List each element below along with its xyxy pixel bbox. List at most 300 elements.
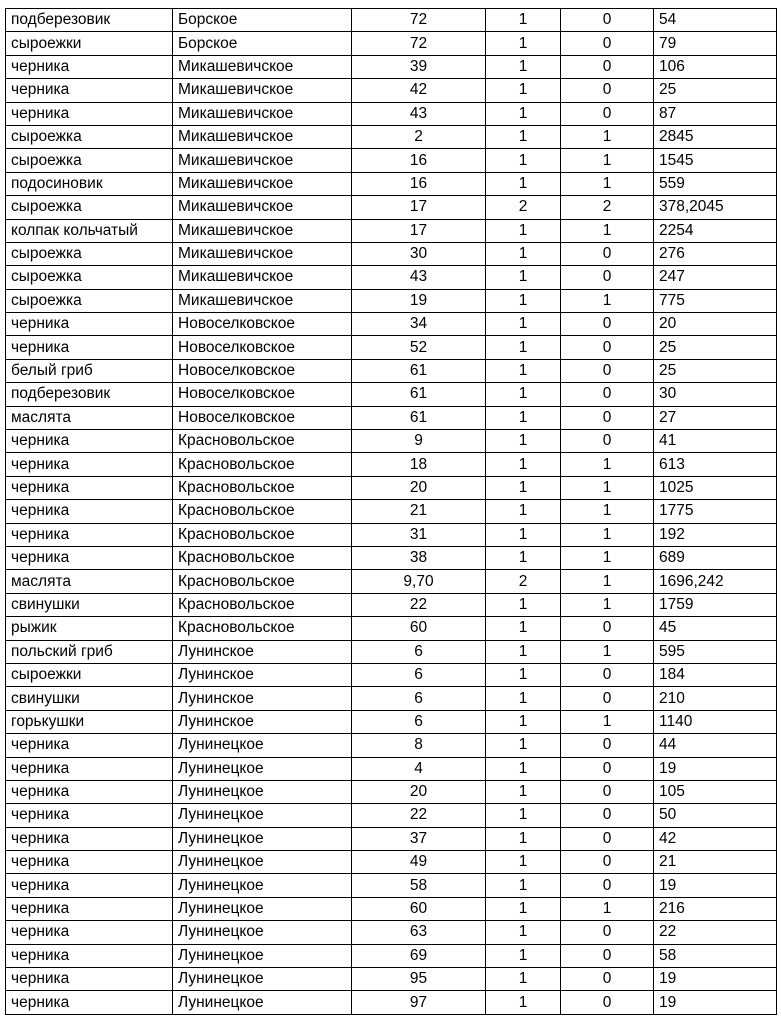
count-a-cell: 1	[486, 617, 561, 640]
plot-cell: 61	[352, 359, 486, 382]
count-b-cell: 1	[561, 710, 654, 733]
district-cell: Лунинецкое	[173, 921, 352, 944]
plot-cell: 18	[352, 453, 486, 476]
plot-cell: 72	[352, 32, 486, 55]
plot-cell: 72	[352, 9, 486, 32]
value-cell: 595	[654, 640, 777, 663]
species-cell: черника	[6, 921, 173, 944]
value-cell: 41	[654, 430, 777, 453]
species-cell: черника	[6, 991, 173, 1014]
count-b-cell: 0	[561, 32, 654, 55]
count-b-cell: 2	[561, 196, 654, 219]
plot-cell: 16	[352, 149, 486, 172]
value-cell: 20	[654, 313, 777, 336]
count-a-cell: 1	[486, 9, 561, 32]
species-cell: свинушки	[6, 593, 173, 616]
value-cell: 27	[654, 406, 777, 429]
species-cell: черника	[6, 757, 173, 780]
district-cell: Лунинецкое	[173, 897, 352, 920]
species-cell: сыроежки	[6, 32, 173, 55]
district-cell: Микашевичское	[173, 79, 352, 102]
count-a-cell: 1	[486, 219, 561, 242]
count-b-cell: 1	[561, 172, 654, 195]
table-row	[6, 149, 777, 172]
count-b-cell: 0	[561, 242, 654, 265]
species-cell: черника	[6, 430, 173, 453]
species-cell: колпак кольчатый	[6, 219, 173, 242]
table-row	[6, 79, 777, 102]
plot-cell: 6	[352, 687, 486, 710]
table-row	[6, 593, 777, 616]
district-cell: Лунинецкое	[173, 757, 352, 780]
count-a-cell: 1	[486, 383, 561, 406]
plot-cell: 38	[352, 546, 486, 569]
district-cell: Лунинецкое	[173, 944, 352, 967]
plot-cell: 52	[352, 336, 486, 359]
species-cell: черника	[6, 780, 173, 803]
species-cell: белый гриб	[6, 359, 173, 382]
count-b-cell: 0	[561, 804, 654, 827]
count-b-cell: 0	[561, 406, 654, 429]
district-cell: Лунинецкое	[173, 968, 352, 991]
value-cell: 247	[654, 266, 777, 289]
count-b-cell: 1	[561, 476, 654, 499]
plot-cell: 60	[352, 617, 486, 640]
district-cell: Микашевичское	[173, 266, 352, 289]
count-a-cell: 1	[486, 172, 561, 195]
value-cell: 276	[654, 242, 777, 265]
species-cell: сыроежка	[6, 266, 173, 289]
value-cell: 192	[654, 523, 777, 546]
count-a-cell: 1	[486, 734, 561, 757]
table-row	[6, 289, 777, 312]
value-cell: 25	[654, 359, 777, 382]
district-cell: Лунинецкое	[173, 991, 352, 1014]
table-row	[6, 570, 777, 593]
species-cell: сыроежка	[6, 289, 173, 312]
species-cell: черника	[6, 804, 173, 827]
species-cell: черника	[6, 944, 173, 967]
count-a-cell: 1	[486, 406, 561, 429]
count-a-cell: 2	[486, 570, 561, 593]
species-cell: черника	[6, 336, 173, 359]
plot-cell: 22	[352, 593, 486, 616]
species-cell: черника	[6, 453, 173, 476]
count-a-cell: 1	[486, 266, 561, 289]
table-row	[6, 32, 777, 55]
data-table	[5, 8, 777, 1015]
count-b-cell: 0	[561, 734, 654, 757]
value-cell: 2254	[654, 219, 777, 242]
species-cell: сыроежки	[6, 663, 173, 686]
count-a-cell: 1	[486, 55, 561, 78]
count-a-cell: 1	[486, 897, 561, 920]
district-cell: Лунинское	[173, 663, 352, 686]
count-b-cell: 1	[561, 500, 654, 523]
district-cell: Лунинское	[173, 710, 352, 733]
species-cell: сыроежка	[6, 242, 173, 265]
table-row	[6, 242, 777, 265]
plot-cell: 49	[352, 851, 486, 874]
district-cell: Красновольское	[173, 453, 352, 476]
count-b-cell: 0	[561, 79, 654, 102]
count-b-cell: 0	[561, 383, 654, 406]
count-b-cell: 1	[561, 593, 654, 616]
count-a-cell: 1	[486, 523, 561, 546]
district-cell: Лунинецкое	[173, 734, 352, 757]
value-cell: 210	[654, 687, 777, 710]
table-row	[6, 968, 777, 991]
district-cell: Лунинецкое	[173, 827, 352, 850]
plot-cell: 30	[352, 242, 486, 265]
table-row	[6, 125, 777, 148]
district-cell: Красновольское	[173, 430, 352, 453]
species-cell: маслята	[6, 570, 173, 593]
count-a-cell: 1	[486, 500, 561, 523]
count-b-cell: 0	[561, 944, 654, 967]
count-b-cell: 0	[561, 780, 654, 803]
plot-cell: 9	[352, 430, 486, 453]
value-cell: 105	[654, 780, 777, 803]
district-cell: Новоселковское	[173, 406, 352, 429]
table-row	[6, 804, 777, 827]
count-a-cell: 1	[486, 102, 561, 125]
table-row	[6, 757, 777, 780]
value-cell: 19	[654, 991, 777, 1014]
value-cell: 87	[654, 102, 777, 125]
district-cell: Микашевичское	[173, 149, 352, 172]
table-row	[6, 500, 777, 523]
count-a-cell: 1	[486, 757, 561, 780]
value-cell: 44	[654, 734, 777, 757]
district-cell: Микашевичское	[173, 289, 352, 312]
table-row	[6, 780, 777, 803]
table-row	[6, 430, 777, 453]
plot-cell: 39	[352, 55, 486, 78]
district-cell: Микашевичское	[173, 55, 352, 78]
value-cell: 1545	[654, 149, 777, 172]
species-cell: сыроежка	[6, 196, 173, 219]
count-a-cell: 1	[486, 149, 561, 172]
count-a-cell: 1	[486, 944, 561, 967]
plot-cell: 6	[352, 640, 486, 663]
district-cell: Микашевичское	[173, 125, 352, 148]
plot-cell: 9,70	[352, 570, 486, 593]
value-cell: 216	[654, 897, 777, 920]
table-row	[6, 383, 777, 406]
count-b-cell: 0	[561, 851, 654, 874]
value-cell: 25	[654, 79, 777, 102]
count-a-cell: 1	[486, 242, 561, 265]
count-b-cell: 1	[561, 453, 654, 476]
species-cell: черника	[6, 897, 173, 920]
district-cell: Новоселковское	[173, 359, 352, 382]
count-a-cell: 1	[486, 874, 561, 897]
district-cell: Лунинское	[173, 640, 352, 663]
count-a-cell: 1	[486, 32, 561, 55]
district-cell: Красновольское	[173, 546, 352, 569]
species-cell: черника	[6, 500, 173, 523]
count-a-cell: 1	[486, 687, 561, 710]
count-a-cell: 1	[486, 851, 561, 874]
species-cell: черника	[6, 851, 173, 874]
district-cell: Красновольское	[173, 593, 352, 616]
district-cell: Красновольское	[173, 570, 352, 593]
value-cell: 45	[654, 617, 777, 640]
count-a-cell: 1	[486, 546, 561, 569]
count-b-cell: 0	[561, 757, 654, 780]
plot-cell: 8	[352, 734, 486, 757]
table-row	[6, 359, 777, 382]
plot-cell: 6	[352, 663, 486, 686]
district-cell: Лунинецкое	[173, 874, 352, 897]
count-a-cell: 1	[486, 827, 561, 850]
table-row	[6, 523, 777, 546]
table-row	[6, 406, 777, 429]
species-cell: подосиновик	[6, 172, 173, 195]
species-cell: рыжик	[6, 617, 173, 640]
table-row	[6, 897, 777, 920]
plot-cell: 6	[352, 710, 486, 733]
district-cell: Лунинецкое	[173, 851, 352, 874]
plot-cell: 37	[352, 827, 486, 850]
table-row	[6, 710, 777, 733]
table-row	[6, 476, 777, 499]
value-cell: 50	[654, 804, 777, 827]
count-b-cell: 1	[561, 640, 654, 663]
count-a-cell: 1	[486, 968, 561, 991]
plot-cell: 95	[352, 968, 486, 991]
count-b-cell: 0	[561, 968, 654, 991]
table-row	[6, 687, 777, 710]
table-row	[6, 336, 777, 359]
table-row	[6, 313, 777, 336]
species-cell: черника	[6, 734, 173, 757]
species-cell: черника	[6, 79, 173, 102]
value-cell: 184	[654, 663, 777, 686]
species-cell: сыроежка	[6, 125, 173, 148]
count-a-cell: 1	[486, 921, 561, 944]
count-b-cell: 0	[561, 874, 654, 897]
value-cell: 559	[654, 172, 777, 195]
value-cell: 19	[654, 874, 777, 897]
plot-cell: 16	[352, 172, 486, 195]
count-b-cell: 0	[561, 55, 654, 78]
species-cell: черника	[6, 827, 173, 850]
count-b-cell: 0	[561, 313, 654, 336]
count-a-cell: 1	[486, 663, 561, 686]
count-a-cell: 1	[486, 453, 561, 476]
table-row	[6, 102, 777, 125]
plot-cell: 43	[352, 102, 486, 125]
count-b-cell: 1	[561, 546, 654, 569]
species-cell: черника	[6, 313, 173, 336]
plot-cell: 2	[352, 125, 486, 148]
species-cell: свинушки	[6, 687, 173, 710]
count-a-cell: 1	[486, 289, 561, 312]
plot-cell: 69	[352, 944, 486, 967]
count-a-cell: 1	[486, 593, 561, 616]
district-cell: Красновольское	[173, 500, 352, 523]
plot-cell: 19	[352, 289, 486, 312]
table-row	[6, 266, 777, 289]
value-cell: 1775	[654, 500, 777, 523]
district-cell: Новоселковское	[173, 336, 352, 359]
count-b-cell: 1	[561, 289, 654, 312]
count-b-cell: 0	[561, 359, 654, 382]
count-b-cell: 1	[561, 149, 654, 172]
species-cell: маслята	[6, 406, 173, 429]
species-cell: черника	[6, 874, 173, 897]
count-b-cell: 0	[561, 663, 654, 686]
value-cell: 30	[654, 383, 777, 406]
count-b-cell: 1	[561, 219, 654, 242]
count-b-cell: 0	[561, 687, 654, 710]
plot-cell: 20	[352, 780, 486, 803]
district-cell: Лунинское	[173, 687, 352, 710]
value-cell: 42	[654, 827, 777, 850]
district-cell: Борское	[173, 9, 352, 32]
value-cell: 54	[654, 9, 777, 32]
count-b-cell: 1	[561, 523, 654, 546]
table-row	[6, 663, 777, 686]
district-cell: Лунинецкое	[173, 780, 352, 803]
value-cell: 689	[654, 546, 777, 569]
plot-cell: 43	[352, 266, 486, 289]
count-a-cell: 1	[486, 313, 561, 336]
value-cell: 613	[654, 453, 777, 476]
species-cell: сыроежка	[6, 149, 173, 172]
table-row	[6, 9, 777, 32]
count-b-cell: 0	[561, 102, 654, 125]
species-cell: польский гриб	[6, 640, 173, 663]
value-cell: 22	[654, 921, 777, 944]
table-row	[6, 734, 777, 757]
table-row	[6, 991, 777, 1014]
count-b-cell: 0	[561, 617, 654, 640]
species-cell: черника	[6, 476, 173, 499]
value-cell: 1696,242	[654, 570, 777, 593]
species-cell: черника	[6, 546, 173, 569]
count-b-cell: 0	[561, 430, 654, 453]
plot-cell: 60	[352, 897, 486, 920]
plot-cell: 97	[352, 991, 486, 1014]
plot-cell: 61	[352, 406, 486, 429]
plot-cell: 4	[352, 757, 486, 780]
species-cell: черника	[6, 523, 173, 546]
table-body	[6, 9, 777, 1015]
count-b-cell: 0	[561, 991, 654, 1014]
district-cell: Новоселковское	[173, 383, 352, 406]
table-row	[6, 453, 777, 476]
value-cell: 1025	[654, 476, 777, 499]
table-row	[6, 546, 777, 569]
district-cell: Борское	[173, 32, 352, 55]
value-cell: 775	[654, 289, 777, 312]
value-cell: 19	[654, 968, 777, 991]
count-a-cell: 1	[486, 991, 561, 1014]
value-cell: 58	[654, 944, 777, 967]
count-a-cell: 1	[486, 780, 561, 803]
district-cell: Микашевичское	[173, 196, 352, 219]
plot-cell: 34	[352, 313, 486, 336]
species-cell: черника	[6, 102, 173, 125]
district-cell: Микашевичское	[173, 102, 352, 125]
table-row	[6, 851, 777, 874]
plot-cell: 17	[352, 219, 486, 242]
count-b-cell: 1	[561, 125, 654, 148]
value-cell: 1759	[654, 593, 777, 616]
count-a-cell: 1	[486, 125, 561, 148]
count-a-cell: 1	[486, 336, 561, 359]
count-a-cell: 1	[486, 804, 561, 827]
count-b-cell: 0	[561, 921, 654, 944]
plot-cell: 58	[352, 874, 486, 897]
plot-cell: 20	[352, 476, 486, 499]
table-row	[6, 617, 777, 640]
table-row	[6, 219, 777, 242]
table-row	[6, 640, 777, 663]
value-cell: 106	[654, 55, 777, 78]
plot-cell: 31	[352, 523, 486, 546]
plot-cell: 22	[352, 804, 486, 827]
species-cell: черника	[6, 55, 173, 78]
count-b-cell: 0	[561, 827, 654, 850]
district-cell: Красновольское	[173, 523, 352, 546]
count-b-cell: 0	[561, 266, 654, 289]
plot-cell: 21	[352, 500, 486, 523]
count-b-cell: 0	[561, 9, 654, 32]
district-cell: Лунинецкое	[173, 804, 352, 827]
table-row	[6, 55, 777, 78]
table-row	[6, 172, 777, 195]
table-row	[6, 921, 777, 944]
district-cell: Микашевичское	[173, 242, 352, 265]
count-a-cell: 1	[486, 359, 561, 382]
table-row	[6, 827, 777, 850]
district-cell: Красновольское	[173, 617, 352, 640]
count-a-cell: 1	[486, 79, 561, 102]
plot-cell: 63	[352, 921, 486, 944]
plot-cell: 42	[352, 79, 486, 102]
district-cell: Новоселковское	[173, 313, 352, 336]
count-a-cell: 1	[486, 430, 561, 453]
value-cell: 19	[654, 757, 777, 780]
plot-cell: 17	[352, 196, 486, 219]
count-a-cell: 2	[486, 196, 561, 219]
value-cell: 79	[654, 32, 777, 55]
plot-cell: 61	[352, 383, 486, 406]
table-row	[6, 196, 777, 219]
count-b-cell: 1	[561, 897, 654, 920]
district-cell: Микашевичское	[173, 172, 352, 195]
value-cell: 1140	[654, 710, 777, 733]
species-cell: черника	[6, 968, 173, 991]
value-cell: 2845	[654, 125, 777, 148]
value-cell: 21	[654, 851, 777, 874]
value-cell: 378,2045	[654, 196, 777, 219]
species-cell: горькушки	[6, 710, 173, 733]
table-row	[6, 874, 777, 897]
count-a-cell: 1	[486, 710, 561, 733]
value-cell: 25	[654, 336, 777, 359]
table-row	[6, 944, 777, 967]
count-a-cell: 1	[486, 476, 561, 499]
count-a-cell: 1	[486, 640, 561, 663]
species-cell: подберезовик	[6, 383, 173, 406]
district-cell: Красновольское	[173, 476, 352, 499]
district-cell: Микашевичское	[173, 219, 352, 242]
